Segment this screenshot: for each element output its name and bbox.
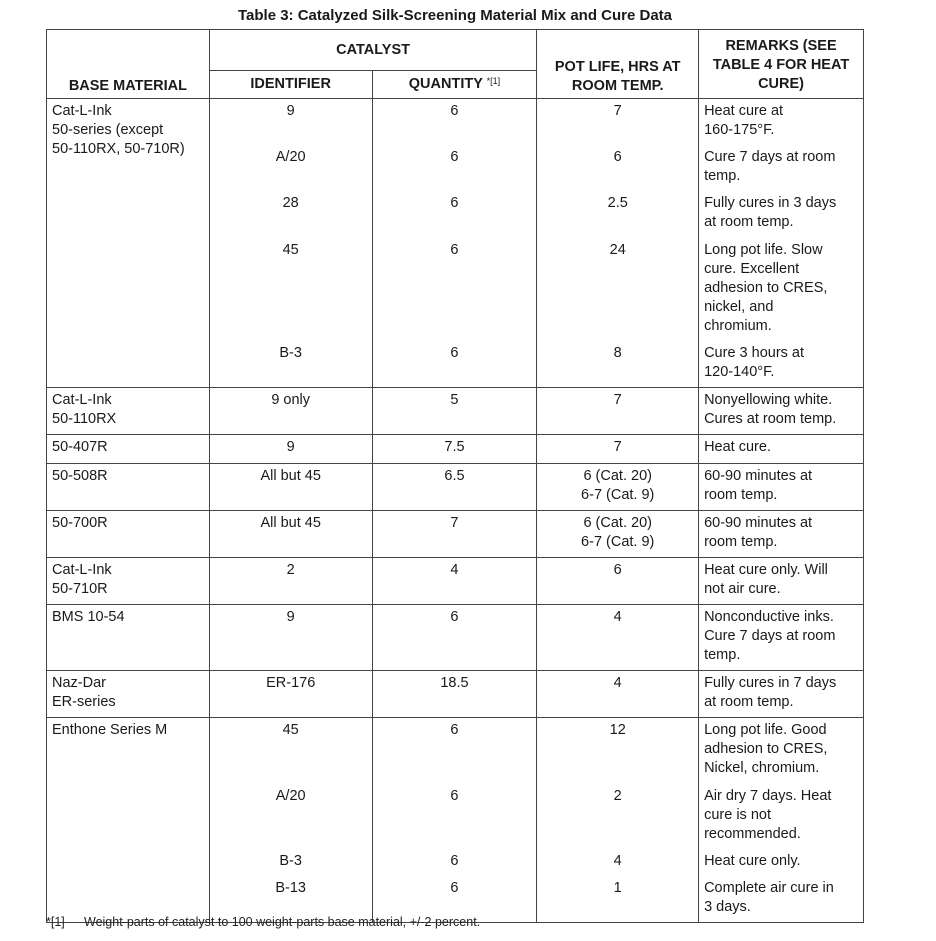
- quantity-cell: 6: [450, 103, 459, 119]
- pot-life-cell: 6: [613, 562, 622, 578]
- pot-life-cell: 6 (Cat. 20) 6-7 (Cat. 9): [581, 515, 655, 550]
- remarks-cell: Heat cure only. Will not air cure.: [704, 562, 828, 597]
- pot-life-cell-column: [537, 671, 699, 718]
- identifier-cell: 2: [286, 562, 295, 578]
- table-row: [47, 605, 864, 671]
- quantity-footnote-marker: *[1]: [486, 76, 501, 86]
- table-row: [47, 464, 864, 511]
- pot-life-cell-column: [537, 464, 699, 511]
- quantity-cell: 6: [450, 149, 459, 165]
- identifier-cell-column: [209, 99, 372, 388]
- quantity-cell: 6: [450, 880, 459, 896]
- quantity-cell-column: [372, 605, 537, 671]
- quantity-cell: 6: [450, 195, 459, 211]
- pot-life-cell: 12: [609, 722, 626, 738]
- remarks-cell-column: [699, 605, 864, 671]
- identifier-cell-column: [209, 558, 372, 605]
- header-base-material: BASE MATERIAL: [47, 30, 210, 99]
- quantity-cell: 6.5: [444, 468, 465, 484]
- quantity-cell-column: [372, 435, 537, 464]
- pot-life-cell: 4: [613, 609, 622, 625]
- remarks-cell-column: [699, 558, 864, 605]
- quantity-cell: 7: [450, 515, 459, 531]
- pot-life-cell-column: [537, 511, 699, 558]
- base-material-cell: 50-508R: [47, 464, 210, 511]
- remarks-cell: Heat cure at 160-175°F.: [704, 103, 784, 138]
- remarks-cell: 60-90 minutes at room temp.: [704, 468, 813, 503]
- remarks-cell: Heat cure.: [704, 439, 771, 455]
- quantity-cell-column: [372, 464, 537, 511]
- identifier-cell-column: [209, 718, 372, 923]
- quantity-cell: 7.5: [444, 439, 465, 455]
- pot-life-cell-column: [537, 558, 699, 605]
- header-pot-life: POT LIFE, HRS AT ROOM TEMP.: [537, 30, 699, 99]
- identifier-cell-column: [209, 388, 372, 435]
- remarks-cell-column: [699, 718, 864, 923]
- base-material-cell: 50-700R: [47, 511, 210, 558]
- header-quantity: [372, 71, 537, 99]
- base-material-cell: Enthone Series M: [47, 718, 210, 923]
- remarks-cell-column: [699, 464, 864, 511]
- quantity-cell-column: [372, 511, 537, 558]
- footnote: [46, 915, 480, 929]
- identifier-cell: ER-176: [266, 675, 316, 691]
- identifier-cell: 9: [286, 439, 295, 455]
- quantity-cell: 5: [450, 392, 459, 408]
- remarks-cell: 60-90 minutes at room temp.: [704, 515, 813, 550]
- pot-life-cell: 4: [613, 675, 622, 691]
- quantity-cell: 18.5: [440, 675, 469, 691]
- identifier-cell: A/20: [275, 149, 306, 165]
- pot-life-cell: 24: [609, 242, 626, 258]
- pot-life-cell: 7: [613, 439, 622, 455]
- header-identifier: IDENTIFIER: [209, 71, 372, 99]
- identifier-cell: 9 only: [271, 392, 311, 408]
- identifier-cell: 45: [282, 242, 299, 258]
- table-row: [47, 671, 864, 718]
- base-material-cell: 50-407R: [47, 435, 210, 464]
- quantity-cell-column: [372, 388, 537, 435]
- identifier-cell: B-13: [275, 880, 306, 896]
- header-remarks: REMARKS (SEE TABLE 4 FOR HEAT CURE): [699, 30, 864, 99]
- header-quantity-label: QUANTITY: [408, 76, 483, 92]
- table-row: [47, 718, 864, 923]
- footnote-text: Weight-parts of catalyst to 100 weight-parts base material, +/-2 percent.: [84, 915, 481, 929]
- pot-life-cell-column: [537, 435, 699, 464]
- identifier-cell-column: [209, 464, 372, 511]
- quantity-cell: 6: [450, 853, 459, 869]
- pot-life-cell: 2: [613, 788, 622, 804]
- remarks-cell: Nonconductive inks. Cure 7 days at room temp.: [704, 609, 836, 663]
- identifier-cell: All but 45: [260, 468, 321, 484]
- quantity-cell-column: [372, 558, 537, 605]
- quantity-cell: 6: [450, 242, 459, 258]
- quantity-cell-column: [372, 99, 537, 388]
- remarks-cell: Fully cures in 7 days at room temp.: [704, 675, 837, 710]
- mix-cure-table: [46, 29, 864, 923]
- remarks-cell: Long pot life. Good adhesion to CRES, Nickel, chromium.: [704, 722, 828, 776]
- remarks-cell-column: [699, 388, 864, 435]
- remarks-cell-column: [699, 671, 864, 718]
- base-material-cell: BMS 10-54: [47, 605, 210, 671]
- header-catalyst: CATALYST: [209, 30, 537, 71]
- pot-life-cell: 4: [613, 853, 622, 869]
- remarks-cell: Long pot life. Slow cure. Excellent adhesion to CRES, nickel, and chromium.: [704, 242, 828, 334]
- quantity-cell-column: [372, 671, 537, 718]
- pot-life-cell-column: [537, 718, 699, 923]
- quantity-cell-column: [372, 718, 537, 923]
- table-caption: Table 3: Catalyzed Silk-Screening Material Mix and Cure Data: [237, 7, 673, 24]
- quantity-cell: 6: [450, 788, 459, 804]
- identifier-cell-column: [209, 511, 372, 558]
- base-material-cell: Cat-L-Ink 50-110RX: [47, 388, 210, 435]
- table-row: [47, 388, 864, 435]
- table-row: [47, 558, 864, 605]
- remarks-cell: Fully cures in 3 days at room temp.: [704, 195, 837, 230]
- remarks-cell: Cure 3 hours at 120-140°F.: [704, 345, 805, 380]
- pot-life-cell-column: [537, 605, 699, 671]
- quantity-cell: 4: [450, 562, 459, 578]
- identifier-cell-column: [209, 605, 372, 671]
- remarks-cell: Nonyellowing white. Cures at room temp.: [704, 392, 837, 427]
- pot-life-cell: 8: [613, 345, 622, 361]
- pot-life-cell: 6 (Cat. 20) 6-7 (Cat. 9): [581, 468, 655, 503]
- identifier-cell-column: [209, 671, 372, 718]
- pot-life-cell: 6: [613, 149, 622, 165]
- pot-life-cell: 2.5: [607, 195, 628, 211]
- remarks-cell: Complete air cure in 3 days.: [704, 880, 834, 915]
- remarks-cell-column: [699, 99, 864, 388]
- base-material-cell: Cat-L-Ink 50-series (except 50-110RX, 50-710R): [47, 99, 210, 388]
- pot-life-cell: 7: [613, 103, 622, 119]
- table-row: [47, 99, 864, 388]
- quantity-cell: 6: [450, 345, 459, 361]
- table-row: [47, 511, 864, 558]
- identifier-cell: 9: [286, 103, 295, 119]
- pot-life-cell-column: [537, 99, 699, 388]
- identifier-cell: 45: [282, 722, 299, 738]
- footnote-marker: *[1]: [46, 915, 65, 929]
- remarks-cell: Heat cure only.: [704, 853, 801, 869]
- identifier-cell: B-3: [279, 345, 302, 361]
- base-material-cell: Naz-Dar ER-series: [47, 671, 210, 718]
- remarks-cell: Cure 7 days at room temp.: [704, 149, 836, 184]
- quantity-cell: 6: [450, 722, 459, 738]
- remarks-cell: Air dry 7 days. Heat cure is not recommended.: [704, 788, 832, 842]
- table-row: [47, 435, 864, 464]
- pot-life-cell: 7: [613, 392, 622, 408]
- identifier-cell: 28: [282, 195, 299, 211]
- base-material-cell: Cat-L-Ink 50-710R: [47, 558, 210, 605]
- remarks-cell-column: [699, 511, 864, 558]
- pot-life-cell-column: [537, 388, 699, 435]
- remarks-cell-column: [699, 435, 864, 464]
- pot-life-cell: 1: [613, 880, 622, 896]
- identifier-cell: B-3: [279, 853, 302, 869]
- identifier-cell: 9: [286, 609, 295, 625]
- identifier-cell-column: [209, 435, 372, 464]
- quantity-cell: 6: [450, 609, 459, 625]
- identifier-cell: All but 45: [260, 515, 321, 531]
- table-body: [47, 99, 864, 923]
- identifier-cell: A/20: [275, 788, 306, 804]
